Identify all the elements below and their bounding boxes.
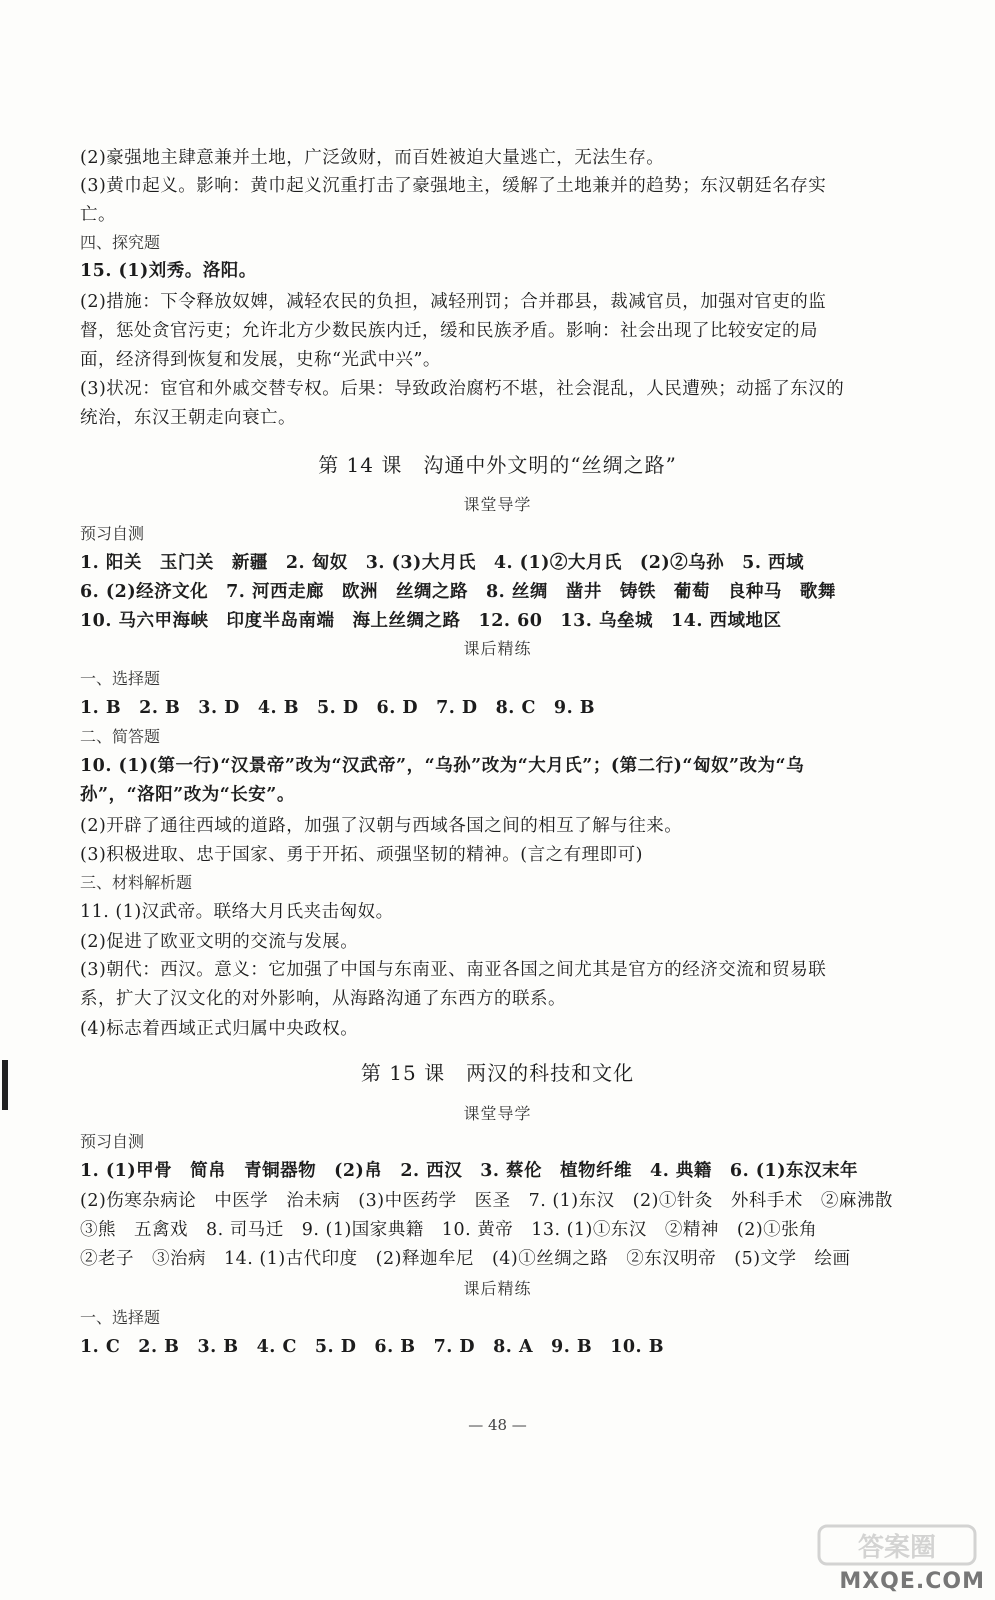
answer-line: 1. 阳关 玉门关 新疆 2. 匈奴 3. (3)大月氏 4. (1)②大月氏 (2)②乌孙 5. 西域 [80,553,805,573]
answer-line: (3)朝代：西汉。意义：它加强了中国与东南亚、南亚各国之间尤其是官方的经济交流和贸易联系，扩大了汉文化的对外影响，从海路沟通了东西方的联系。 [80,960,827,1009]
answer-line: (3)黄巾起义。影响：黄巾起义沉重打击了豪强地主，缓解了土地兼并的趋势；东汉朝廷名存实亡。 [80,176,827,225]
answer-line: (2)措施：下令释放奴婢，减轻农民的负担，减轻刑罚；合并郡县，裁减官员，加强对官吏的监督，惩处贪官污吏；允许北方少数民族内迁，缓和民族矛盾。影响：社会出现了比较安定的局面，经济得到恢复和发展，史称“光武中兴”。 [80,292,827,370]
svg-text:答案圈: 答案圈 [857,1533,937,1563]
subsection-heading: 课后精练 [463,1279,532,1298]
answer-line: 1. (1)甲骨 简帛 青铜器物 (2)帛 2. 西汉 3. 蔡伦 植物纤维 4. 典籍 6. (1)东汉末年 [80,1161,859,1181]
section-heading: 四、探究题 [80,233,161,252]
section-heading: 三、材料解析题 [80,873,193,892]
answer-line: 6. (2)经济文化 7. 河西走廊 欧洲 丝绸之路 8. 丝绸 凿井 铸铁 葡萄 良种马 歌舞 [80,582,836,602]
watermark-text: MXQE.COM [839,1569,985,1594]
answer-line: (2)豪强地主肆意兼并土地，广泛敛财，而百姓被迫大量逃亡，无法生存。 [80,148,665,168]
subsection-heading: 课堂导学 [463,495,532,514]
page-number: — 48 — [468,1416,527,1434]
section-heading: 一、选择题 [80,669,161,688]
answer-line: (3)积极进取、忠于国家、勇于开拓、顽强坚韧的精神。(言之有理即可) [80,845,643,865]
answer-line: 15. (1)刘秀。洛阳。 [80,261,257,281]
answer-line: ③熊 五禽戏 8. 司马迁 9. (1)国家典籍 10. 黄帝 13. (1)①东汉 ②精神 (2)①张角 [80,1220,818,1240]
section-heading: 二、简答题 [80,727,161,746]
answer-line: 1. B 2. B 3. D 4. B 5. D 6. D 7. D 8. C 9. B [80,698,596,718]
answer-line: 1. C 2. B 3. B 4. C 5. D 6. B 7. D 8. A 9. B 10. B [80,1337,665,1357]
answer-line: 10. (1)(第一行)“汉景帝”改为“汉武帝”，“乌孙”改为“大月氏”；(第二行)“匈奴”改为“乌孙”，“洛阳”改为“长安”。 [80,756,805,805]
lesson-title: 第 15 课 两汉的科技和文化 [360,1061,635,1085]
subsection-heading: 课堂导学 [463,1104,532,1123]
answer-line: (4)标志着西域正式归属中央政权。 [80,1019,359,1039]
answer-line: (2)伤寒杂病论 中医学 治未病 (3)中医药学 医圣 7. (1)东汉 (2)①针灸 外科手术 ②麻沸散 [80,1191,893,1211]
section-heading: 预习自测 [80,524,145,543]
answer-line: (2)开辟了通往西域的道路，加强了汉朝与西域各国之间的相互了解与往来。 [80,816,683,836]
answer-line: (2)促进了欧亚文明的交流与发展。 [80,932,359,952]
section-heading: 预习自测 [80,1132,145,1151]
answer-line: ②老子 ③治病 14. (1)古代印度 (2)释迦牟尼 (4)①丝绸之路 ②东汉明帝 (5)文学 绘画 [80,1249,851,1269]
lesson-title: 第 14 课 沟通中外文明的“丝绸之路” [318,453,677,477]
section-heading: 一、选择题 [80,1308,161,1327]
answer-line: 11. (1)汉武帝。联络大月氏夹击匈奴。 [80,902,394,922]
answer-line: 10. 马六甲海峡 印度半岛南端 海上丝绸之路 12. 60 13. 乌垒城 14. 西域地区 [80,611,782,631]
subsection-heading: 课后精练 [463,639,532,658]
answer-line: (3)状况：宦官和外戚交替专权。后果：导致政治腐朽不堪，社会混乱，人民遭殃；动摇了东汉的统治，东汉王朝走向衰亡。 [80,379,845,428]
scan-edge-mark [2,1060,8,1110]
